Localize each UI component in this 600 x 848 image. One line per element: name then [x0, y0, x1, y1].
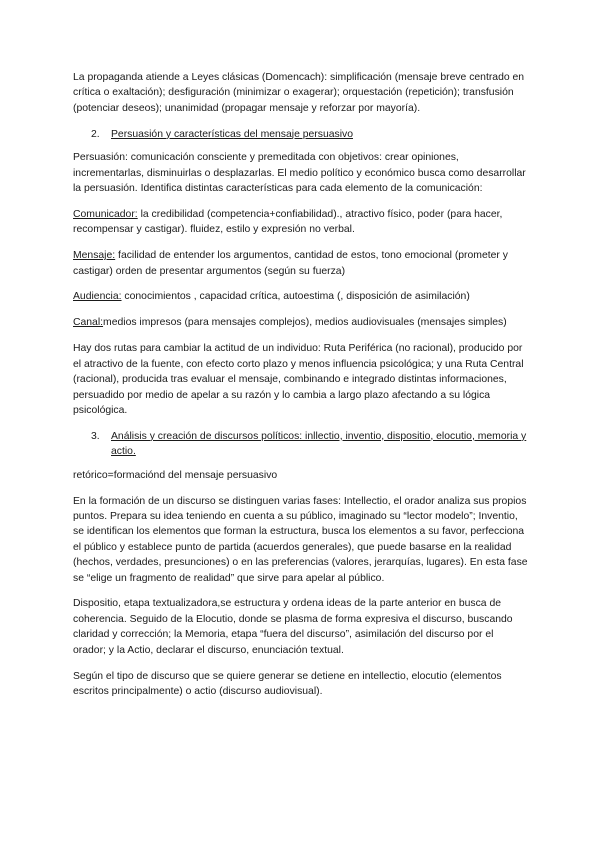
paragraph-two-routes: Hay dos rutas para cambiar la actitud de un individuo: Ruta Periférica (no racional), producido por el atractivo de la fuente, con efecto corto plazo y menos influencia psicológica; y una Ruta Central (racional), producida tras evaluar el mensaje, combinando e integrado distintas informaciones, persuadido por medio de apelar a su razón y lo cambia a largo plazo afectando a su lógica psicológica.	[73, 343, 524, 416]
section-heading-3	[73, 429, 528, 460]
heading-text: Persuasión y características del mensaje persuasivo	[111, 128, 353, 140]
term-text: medios impresos (para mensajes complejos), medios audiovisuales (mensajes simples)	[103, 317, 507, 329]
document-body	[73, 70, 528, 710]
paragraph-dispositio: Dispositio, etapa textualizadora,se estructura y ordena ideas de la parte anterior en busca de coherencia. Seguido de la Elocutio, donde se plasma de forma expresiva el discurso, buscando claridad y corrección; la Memoria, etapa “fuera del discurso”, asimilación del discurso por el orador; y la Actio, declarar el discurso, enunciación textual.	[73, 598, 513, 656]
term-text: facilidad de entender los argumentos, cantidad de estos, tono emocional (prometer y castigar) orden de presentar argumentos (según su fuerza)	[73, 250, 508, 277]
paragraph-persuasion-definition: Persuasión: comunicación consciente y premeditada con objetivos: crear opiniones, incrementarlas, disminuirlas o desplazarlas. El medio político y económico busca como desarrollar la persuasión. Identifica distintas características para cada elemento de la comunicación:	[73, 152, 526, 194]
paragraph-discourse-type: Según el tipo de discurso que se quiere generar se detiene en intellectio, elocutio (elementos escritos principalmente) o actio (discurso audiovisual).	[73, 670, 502, 697]
paragraph-propaganda-laws: La propaganda atiende a Leyes clásicas (Domencach): simplificación (mensaje breve centrado en crítica o exaltación); desfiguración (minimizar o exagerar); orquestación (repetición); transfusión (potenciar deseos); unanimidad (propagar mensaje y reforzar por mayoría).	[73, 72, 525, 114]
term-text: conocimientos , capacidad crítica, autoestima (, disposición de asimilación)	[121, 291, 470, 303]
term-label: Canal:	[73, 317, 104, 329]
term-label: Mensaje:	[73, 250, 116, 262]
heading-number: 3.	[91, 430, 100, 442]
heading-text: Análisis y creación de discursos políticos: inllectio, inventio, dispositio, elocutio, memoria y actio.	[111, 430, 527, 458]
paragraph-comunicador	[73, 207, 528, 238]
paragraph-audiencia	[73, 289, 528, 304]
paragraph-discourse-phases: En la formación de un discurso se distinguen varias fases: Intellectio, el orador analiza sus propios puntos. Prepara su idea teniendo en cuenta a su público, imaginado su “lector modelo”; Inventio, se identifican los elementos que forman la estructura, busca los elementos a su favor, perfecciona el público y establece punto de partida (acuerdos generales), que puede basarse en la realidad (hechos, verdades, presunciones) o en las preferencias (valores, jerarquías, lugares). En esta fase se “elige un fragmento de realidad” que sirve para apelar al público.	[73, 495, 528, 584]
heading-number: 2.	[91, 128, 100, 140]
paragraph-mensaje	[73, 248, 528, 279]
paragraph-canal	[73, 315, 528, 330]
term-label: Comunicador:	[73, 208, 138, 220]
section-heading-2	[73, 127, 528, 142]
term-text: la credibilidad (competencia+confiabilidad)., atractivo físico, poder (para hacer, recompensar y castigar). fluidez, estilo y expresión no verbal.	[73, 208, 503, 236]
term-label: Audiencia:	[73, 291, 122, 303]
paragraph-retorico: retórico=formaciónd del mensaje persuasivo	[73, 469, 278, 481]
